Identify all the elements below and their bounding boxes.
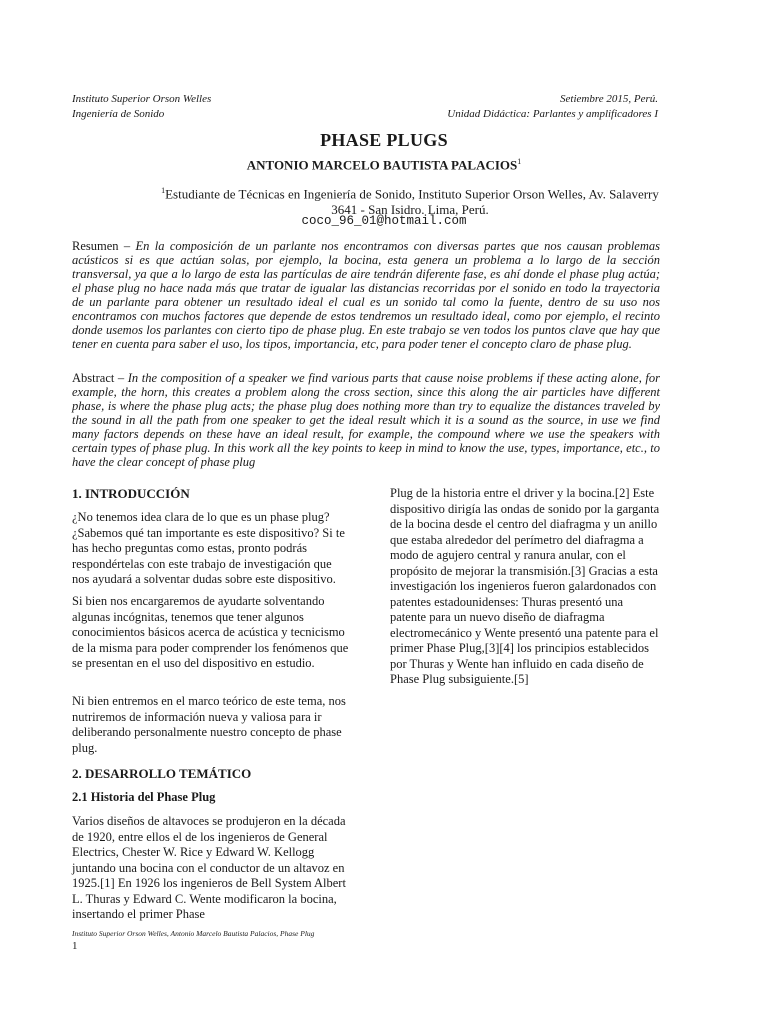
page-number: 1 — [72, 940, 78, 952]
author-line — [0, 157, 768, 173]
header-left — [72, 92, 211, 122]
resumen-label: Resumen – — [72, 239, 136, 253]
intro-paragraph-1 — [72, 510, 350, 588]
author-email: coco_96_01@hotmail.com — [301, 214, 467, 228]
development-heading: 2. DESARROLLO TEMÁTICO — [72, 766, 252, 781]
paragraph: ¿No tenemos idea clara de lo que es un phase plug? ¿Sabemos qué tan importante es este dispositivo? Si te has hecho preguntas como estas, pronto podrás respondértelas con este trabajo de investigación que nos ayudará a solventar dudas sobre este dispositivo. — [72, 510, 345, 586]
author-footnote-mark: 1 — [517, 157, 522, 166]
paper-title: PHASE PLUGS — [320, 130, 448, 150]
intro-heading: 1. INTRODUCCIÓN — [72, 486, 190, 501]
resumen-text: En la composición de un parlante nos encontramos con diversas partes que nos causan problemas acústicos si es que actúan solas, por ejemplo, la bocina, esta genera un problema a lo largo de la sección transversal, ya que a lo largo de esta las partículas de aire tendrán diferente fase, es ahí donde el phase plug actúa; el phase plug no hace nada más que tratar de igualar las distancias recorridas por el sonido en todo la trayectoria de un parlante para obtener un resultado ideal el cual es un sonido tal como la fuente, dentro de su uso nos encontramos con muchos factores que depende de estos tendremos un resultado ideal, como por ejemplo, el recinto donde usemos los parlantes con cierto tipo de phase plug. En este trabajo se ven todos los puntos clave que hay que tener en cuenta para saber el uso, los tipos, importancia, etc, para poder tener el concepto claro de phase plug. — [72, 239, 660, 351]
abstract-label: Abstract – — [72, 371, 128, 385]
abstract-block — [72, 371, 660, 469]
paragraph: Ni bien entremos en el marco teórico de este tema, nos nutriremos de información nueva y valiosa para ir deliberando personalmente nuestro concepto de phase plug. — [72, 694, 346, 755]
date-place: Setiembre 2015, Perú. — [560, 93, 658, 105]
paragraph: Varios diseños de altavoces se produjeron en la década de 1920, entre ellos el de los ingenieros de General Electrics, Chester W. Rice y Edward W. Kellogg juntando una bocina con el conductor de un altavoz en 1925.[1] En 1926 los ingenieros de Bell System Albert L. Thuras y Edward C. Wente modificaron la bocina, insertando el primer Phase — [72, 814, 346, 921]
affiliation-mark: 1 — [161, 186, 166, 195]
running-footer: Instituto Superior Orson Welles, Antonio Marcelo Bautista Palacios, Phase Plug — [72, 929, 315, 938]
intro-paragraph-3 — [72, 694, 350, 756]
history-paragraph-continued — [390, 486, 662, 688]
header-right — [447, 92, 658, 122]
affiliation-text: Estudiante de Técnicas en Ingeniería de Sonido, Instituto Superior Orson Welles, Av. Salaverry 3641 - San Isidro. Lima, Perú. — [165, 186, 659, 218]
paragraph: Plug de la historia entre el driver y la bocina.[2] Este dispositivo dirigía las ondas de sonido por la garganta de la bocina desde el centro del diafragma y un anillo que estaba alrededor del perímetro del diafragma a modo de agujero central y ranura anular, con el propósito de mejorar la transmisión.[3] Gracias a esta investigación los ingenieros fueron galardonados con patentes estadounidenses: Thuras presentó una patente para un nuevo diseño de diafragma electromecánico y Wente presentó una patente para el primer Phase Plug,[3][4] los principios establecidos por Thuras y Wente han influido en cada diseño de Phase Plug subsiguiente.[5] — [390, 486, 660, 686]
author-name: ANTONIO MARCELO BAUTISTA PALACIOS — [246, 157, 518, 173]
history-paragraph — [72, 814, 350, 923]
intro-paragraph-2 — [72, 594, 350, 672]
history-subheading: 2.1 Historia del Phase Plug — [72, 790, 216, 804]
resumen-block — [72, 239, 660, 351]
institution-name: Instituto Superior Orson Welles — [72, 93, 212, 105]
department-name: Ingeniería de Sonido — [72, 108, 165, 120]
course-unit: Unidad Didáctica: Parlantes y amplificadores I — [447, 108, 658, 120]
abstract-text: In the composition of a speaker we find various parts that cause noise problems if these acting alone, for example, the horn, this creates a problem along the cross section, since this along the air particles have different phase, is where the phase plug acts; the phase plug does nothing more than try to equalize the distances traveled by the sound in all the path from one speaker to get the ideal result which it is a sound as the source, in use we find many factors depends on these have an ideal result, for example, the compound where we use the speakers with certain types of phase plug. In this work all the key points to keep in mind to know the use, types, importance, etc., to have the clear concept of phase plug — [72, 371, 660, 469]
paragraph: Si bien nos encargaremos de ayudarte solventando algunas incógnitas, tenemos que tener algunos conocimientos básicos acerca de acústica y tecnicismo de la misma para poder comprender los fenómenos que se presentan en el uso del dispositivo en estudio. — [72, 594, 349, 670]
